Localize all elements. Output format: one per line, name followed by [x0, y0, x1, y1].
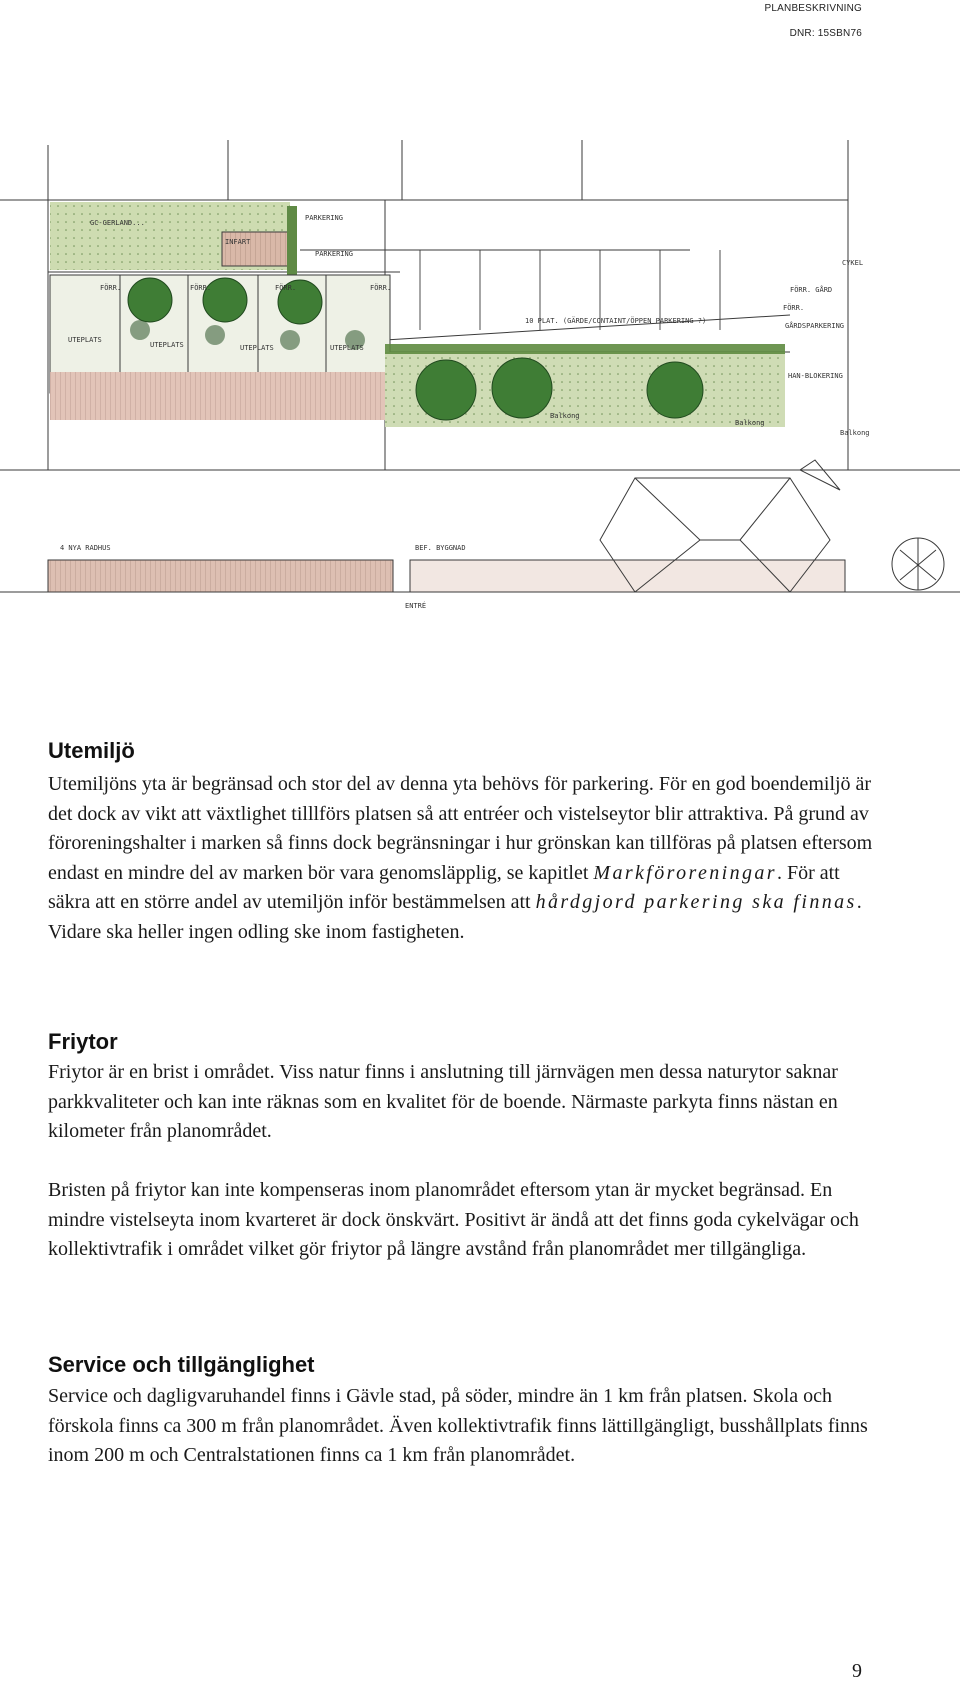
hedge [287, 206, 297, 276]
sketch-label: Balkong [550, 412, 580, 420]
friytor-paragraph-2: Bristen på friytor kan inte kompenseras inom planområdet eftersom ytan är mycket begränsad. En mindre vistelseyta inom kvarteret är dock önskvärt. Positivt är ändå att det finns goda cykelvägar och kollektivtrafik i området vilket gör friytor på längre avstånd från planområdet mer tillgängliga. [48, 1179, 859, 1260]
sketch-label: BEF. BYGGNAD [415, 544, 466, 552]
sketch-label: HAN-BLOKERING [788, 372, 843, 380]
sketch-label: PARKERING [315, 250, 353, 258]
sketch-label: FÖRR. [190, 284, 212, 292]
sketch-label: FÖRR. [783, 304, 805, 312]
sketch-label: FÖRR. GÅRD [790, 286, 833, 294]
section-title-service: Service och tillgänglighet [48, 1352, 315, 1377]
sketch-label: 4 NYA RADHUS [60, 544, 111, 552]
sketch-label: UTEPLATS [330, 344, 364, 352]
sketch-label: UTEPLATS [150, 341, 184, 349]
section-title-friytor: Friytor [48, 1029, 118, 1054]
sketch-label: 10 PLAT. (GÄRDE/CONTAINT/ÖPPEN PARKERING ?) [525, 317, 707, 325]
north-arrow [892, 538, 944, 590]
sketch-label: ENTRÉ [405, 602, 427, 610]
sketch-label: INFART [225, 238, 251, 246]
sketch-label: PARKERING [305, 214, 343, 222]
sketch-label: UTEPLATS [240, 344, 274, 352]
utemiljo-paragraph: Utemiljöns yta är begränsad och stor del av denna yta behövs för parkering. För en god boendemiljö är det dock av vikt att växtlighet tilllförs platsen så att entréer och vistelseytor blir attraktiva. På grund av föroreningshalter i marken så finns dock begränsningar i hur grönskan kan tillföras på platsen eftersom endast en mindre del av marken bör vara genomsläpplig, se kapitlet Markföroreningar. För att säkra att en större andel av utemiljön inför bestämmelsen att hårdgjord parkering ska finnas. Vidare ska heller ingen odling ske inom fastigheten. [48, 773, 873, 943]
page-number: 9 [852, 1660, 862, 1682]
friytor-paragraph-1: Friytor är en brist i området. Viss natur finns i anslutning till järnvägen men dessa naturytor saknar parkkvaliteter och kan inte räknas som en kvalitet för de boende. Närmaste parkyta finns nästan en kilometer från planområdet. [48, 1061, 838, 1142]
regulation-reference: hårdgjord parkering ska finnas [535, 891, 857, 913]
sketch-label: GÅRDSPARKERING [785, 322, 845, 330]
document-number: DNR: 15SBN76 [789, 28, 862, 39]
section-title-utemiljo: Utemiljö [48, 738, 135, 763]
sketch-label: FÖRR. [100, 284, 122, 292]
site-plan-sketch [0, 140, 960, 660]
chapter-reference: Markföroreningar [593, 861, 777, 884]
existing-building [410, 560, 845, 592]
service-paragraph: Service och dagligvaruhandel finns i Gävle stad, på söder, mindre än 1 km från platsen. Skola och förskola finns ca 300 m från planområdet. Även kollektivtrafik finns lättillgängligt, busshållplats finns inom 200 m och Centralstationen finns ca 1 km från planområdet. [48, 1385, 868, 1466]
document-type-header: PLANBESKRIVNING [764, 3, 862, 14]
sketch-label: FÖRR. [370, 284, 392, 292]
sketch-label: FÖRR. [275, 284, 297, 292]
sketch-label: Balkong [840, 429, 870, 437]
sketch-label: CYKEL [842, 259, 864, 267]
sketch-label: GC-GERLAND... [90, 219, 145, 227]
sketch-label: UTEPLATS [68, 336, 102, 344]
hedge-row [385, 344, 785, 354]
sketch-label: Balkong [735, 419, 765, 427]
